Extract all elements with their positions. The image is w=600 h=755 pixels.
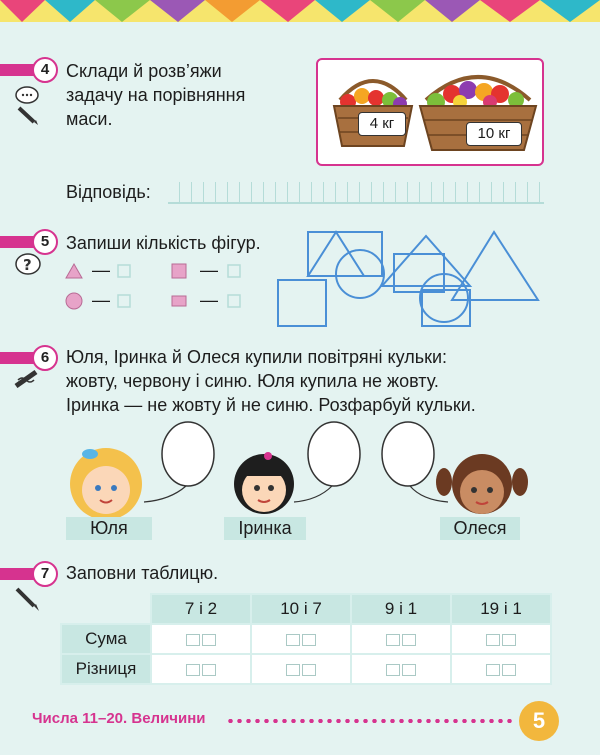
pencil-icon xyxy=(14,586,40,612)
task-4-text-line2: задачу на порівняння xyxy=(66,85,246,105)
overlapping-figures xyxy=(272,228,548,332)
dash-rectangle: — xyxy=(200,290,218,310)
table-col-header: 7 і 2 xyxy=(151,594,251,624)
page-number-badge: 5 xyxy=(519,701,559,741)
baskets-picture-frame xyxy=(316,58,544,166)
task-5-title: Запиши кількість фігур. xyxy=(66,233,261,253)
crayon-icon xyxy=(14,368,40,388)
balloon-olesia[interactable] xyxy=(382,422,434,486)
answer-writing-cells[interactable] xyxy=(168,182,544,204)
answer-cell[interactable] xyxy=(251,624,351,654)
dash-square: — xyxy=(200,260,218,280)
top-banner xyxy=(0,0,600,22)
table-row-header: Різниця xyxy=(61,654,151,684)
task-4-marker xyxy=(0,64,34,76)
dash-circle: — xyxy=(92,290,110,310)
table-row-sum xyxy=(61,624,551,654)
task-6-line2: жовту, червону і синю. Юля купила не жовту. xyxy=(66,371,439,391)
table-row-header: Сума xyxy=(61,624,151,654)
girl-yulia-with-balloon xyxy=(60,420,230,520)
basket-2-weight-label: 10 кг xyxy=(466,122,522,146)
task-6-marker xyxy=(0,352,34,364)
task-4-text-line3: маси. xyxy=(66,109,113,129)
answer-cell[interactable] xyxy=(351,624,451,654)
speech-pencil-icon xyxy=(14,86,42,126)
answer-cell[interactable] xyxy=(351,654,451,684)
task-7-number: 7 xyxy=(32,561,58,587)
table-corner-cell xyxy=(61,594,151,624)
name-label-olesia: Олеся xyxy=(440,517,520,540)
sum-difference-table xyxy=(60,593,552,685)
answer-cell[interactable] xyxy=(151,654,251,684)
task-6-line3: Іринка — не жовту й не синю. Розфарбуй кульки. xyxy=(66,395,476,415)
task-7-title: Заповни таблицю. xyxy=(66,563,219,583)
shape-count-legend xyxy=(62,260,252,316)
basket-1-weight-label: 4 кг xyxy=(358,112,406,136)
answer-cell[interactable] xyxy=(251,654,351,684)
name-label-yulia: Юля xyxy=(66,517,152,540)
task-4-number: 4 xyxy=(32,57,58,83)
name-label-irynka: Іринка xyxy=(224,517,306,540)
balloon-yulia[interactable] xyxy=(162,422,214,486)
task-4-text-line1: Склади й розв’яжи xyxy=(66,61,222,81)
task-6-number: 6 xyxy=(32,345,58,371)
table-col-header: 10 і 7 xyxy=(251,594,351,624)
girl-irynka-with-balloon xyxy=(228,420,388,520)
table-header-row xyxy=(61,594,551,624)
answer-cell[interactable] xyxy=(151,624,251,654)
svg-text:?: ? xyxy=(23,256,32,274)
answer-cell[interactable] xyxy=(451,624,551,654)
fruit-baskets-illustration xyxy=(318,60,542,164)
answer-label: Відповідь: xyxy=(66,182,151,202)
table-col-header: 19 і 1 xyxy=(451,594,551,624)
answer-cell[interactable] xyxy=(451,654,551,684)
dash-triangle: — xyxy=(92,260,110,280)
footer-section-title: Числа 11–20. Величини xyxy=(32,710,206,727)
task-5-number: 5 xyxy=(32,229,58,255)
balloon-irynka[interactable] xyxy=(308,422,360,486)
task-7-marker xyxy=(0,568,34,580)
footer-dotted-line xyxy=(226,719,514,723)
table-col-header: 9 і 1 xyxy=(351,594,451,624)
table-row-difference xyxy=(61,654,551,684)
task-5-marker xyxy=(0,236,34,248)
task-6-line1: Юля, Іринка й Олеся купили повітряні кульки: xyxy=(66,347,448,367)
girl-olesia-with-balloon xyxy=(372,420,548,520)
question-bubble-icon xyxy=(14,252,42,278)
